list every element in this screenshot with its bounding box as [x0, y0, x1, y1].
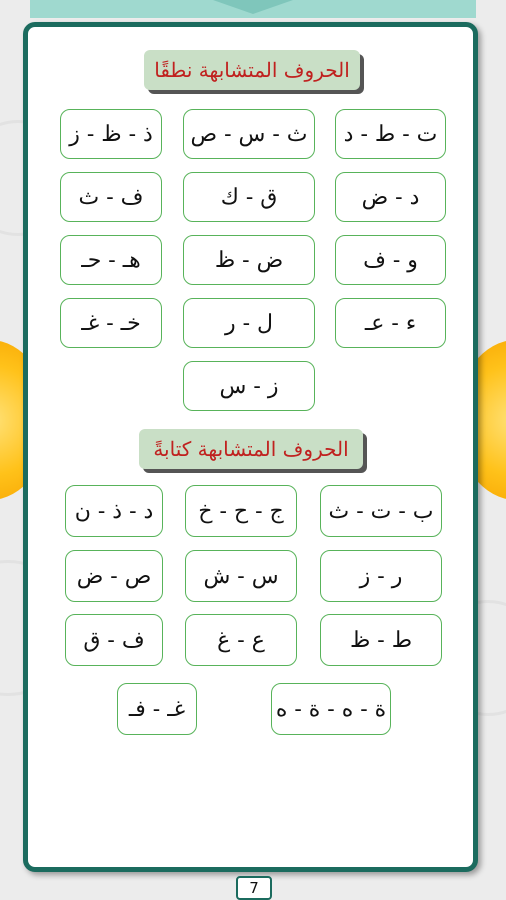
letter-group-cell[interactable] — [271, 683, 391, 735]
letter-group-text: و - ف — [363, 247, 418, 273]
banner-writing — [139, 429, 363, 469]
letter-group-cell[interactable] — [183, 109, 315, 159]
chevron-decoration — [213, 0, 293, 14]
page-number-text: 7 — [249, 879, 259, 897]
letter-group-cell[interactable] — [320, 550, 442, 602]
letter-group-text: خـ - غـ — [81, 310, 141, 336]
letter-group-text: ء - عـ — [364, 310, 417, 336]
letter-group-text: ص - ض — [76, 563, 152, 589]
letter-group-text: ف - ث — [78, 184, 144, 210]
letter-group-text: د - ض — [361, 184, 420, 210]
letter-group-text: ض - ظ — [214, 247, 284, 273]
letter-group-text: ت - ط - د — [343, 121, 438, 147]
letter-group-cell[interactable] — [185, 550, 297, 602]
letter-group-text: س - ش — [203, 563, 279, 589]
letter-group-cell[interactable] — [65, 550, 163, 602]
letter-group-text: ل - ر — [224, 310, 274, 336]
letter-group-cell[interactable] — [183, 361, 315, 411]
letter-group-text: ز - س — [219, 373, 279, 399]
letter-group-cell[interactable] — [185, 485, 297, 537]
page-number — [236, 876, 272, 900]
letter-group-text: غـ - فـ — [128, 696, 186, 722]
letter-group-cell[interactable] — [183, 298, 315, 348]
letter-group-cell[interactable] — [60, 172, 162, 222]
letter-group-cell[interactable] — [320, 485, 442, 537]
letter-group-cell[interactable] — [183, 235, 315, 285]
letter-group-cell[interactable] — [185, 614, 297, 666]
letter-group-cell[interactable] — [117, 683, 197, 735]
letter-group-cell[interactable] — [320, 614, 442, 666]
letter-group-text: ق - ك — [220, 184, 278, 210]
letter-group-cell[interactable] — [335, 109, 446, 159]
letter-group-cell[interactable] — [183, 172, 315, 222]
letter-group-text: ب - ت - ث — [328, 498, 434, 524]
banner-pronunciation — [144, 50, 360, 90]
letter-group-text: ة - ه - ة - ه — [275, 696, 387, 722]
letter-group-text: ذ - ظ - ز — [69, 121, 153, 147]
letter-group-text: ج - ح - خ — [198, 498, 284, 524]
banner-pronunciation-text: الحروف المتشابهة نطقًا — [154, 58, 350, 82]
letter-group-cell[interactable] — [335, 298, 446, 348]
letter-group-text: ط - ظ — [349, 627, 413, 653]
letter-group-cell[interactable] — [335, 235, 446, 285]
letter-group-cell[interactable] — [65, 614, 163, 666]
letter-group-text: ف - ق — [83, 627, 145, 653]
letter-group-cell[interactable] — [335, 172, 446, 222]
letter-group-text: ث - س - ص — [190, 121, 308, 147]
letter-group-cell[interactable] — [60, 235, 162, 285]
letter-group-cell[interactable] — [65, 485, 163, 537]
letter-group-cell[interactable] — [60, 109, 162, 159]
letter-group-cell[interactable] — [60, 298, 162, 348]
letter-group-text: د - ذ - ن — [74, 498, 154, 524]
letter-group-text: هـ - حـ — [81, 247, 141, 273]
letter-group-text: ر - ز — [359, 563, 403, 589]
top-decorative-band — [30, 0, 476, 18]
banner-writing-text: الحروف المتشابهة كتابةً — [153, 437, 349, 461]
lesson-card — [23, 22, 478, 872]
letter-group-text: ع - غ — [217, 627, 265, 653]
